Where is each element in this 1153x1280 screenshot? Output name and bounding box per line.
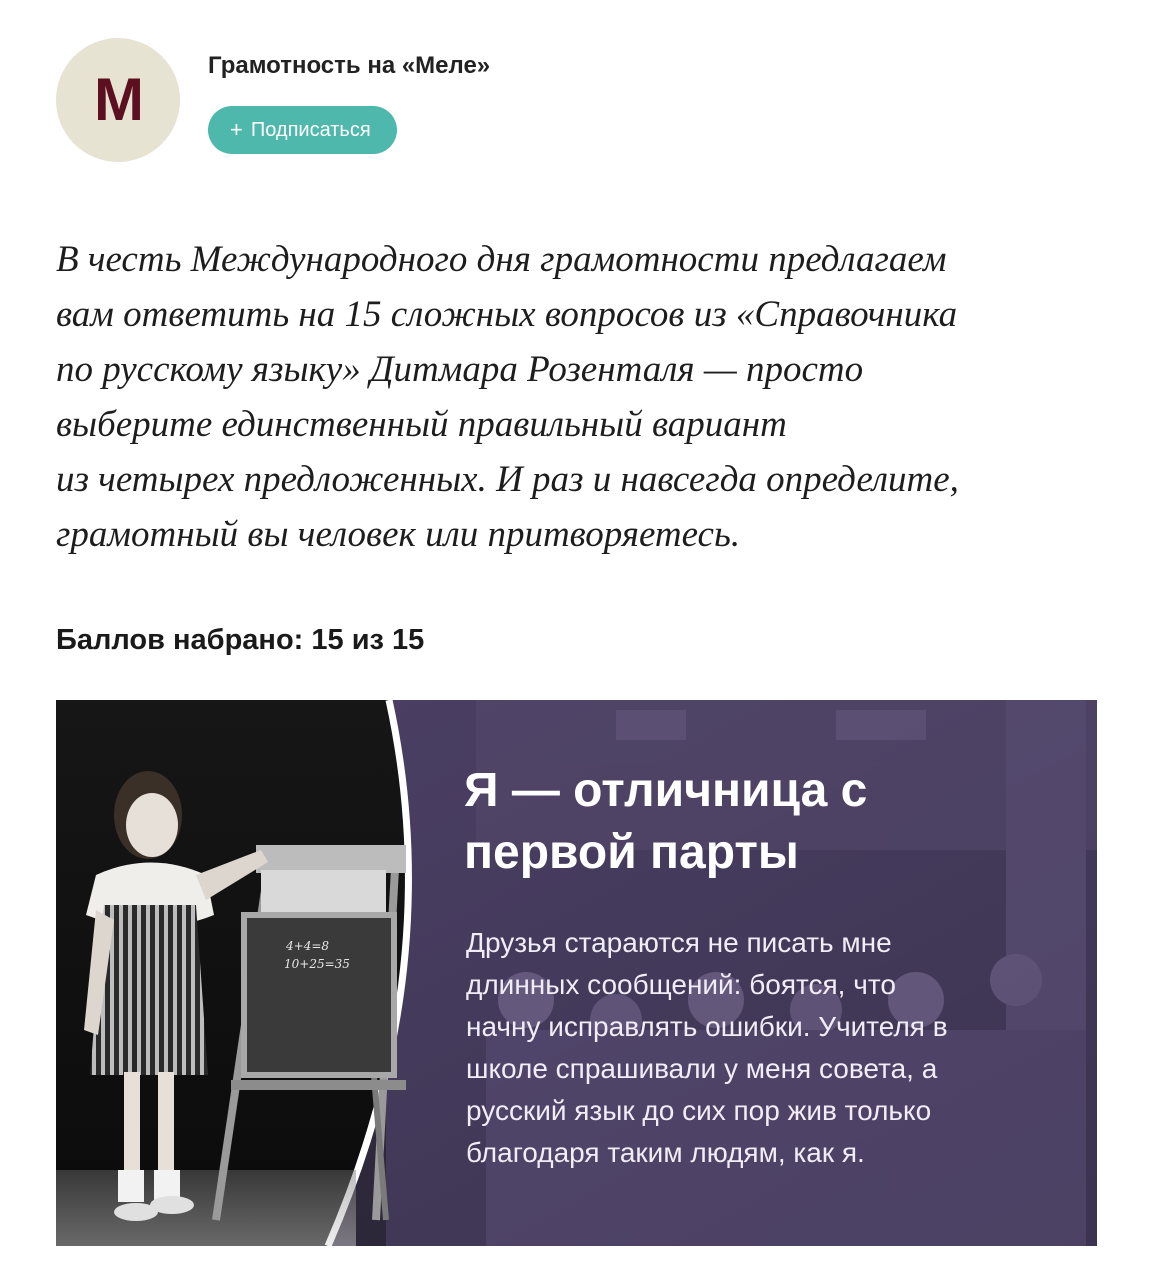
avatar-letter: M — [94, 66, 142, 133]
chalkboard-line-2: 10+25=35 — [284, 957, 350, 971]
score-label: Баллов набрано: 15 из 15 — [56, 624, 425, 656]
intro-paragraph — [56, 232, 1106, 562]
intro-line: грамотный вы человек или притворяетесь. — [56, 514, 741, 555]
result-line: школе спрашивали у меня совета, а — [466, 1053, 938, 1084]
photo-floor — [56, 1170, 356, 1246]
channel-title[interactable]: Грамотность на «Меле» — [208, 52, 491, 79]
result-line: русский язык до сих пор жив только — [466, 1095, 932, 1126]
intro-line: по русскому языку» Дитмара Розенталя — просто — [56, 349, 864, 390]
intro-line: В честь Международного дня грамотности предлагаем — [56, 239, 947, 280]
result-line: благодаря таким людям, как я. — [466, 1137, 865, 1168]
plus-icon: + — [230, 117, 243, 142]
intro-line: из четырех предложенных. И раз и навсегда определите, — [56, 459, 959, 500]
chalkboard-line-1: 4+4=8 — [286, 939, 330, 953]
result-card — [56, 700, 1097, 1246]
result-line: начну исправлять ошибки. Учителя в — [466, 1011, 948, 1042]
result-line: Друзья стараются не писать мне — [466, 927, 892, 958]
intro-line: вам ответить на 15 сложных вопросов из «Справочника — [56, 294, 958, 335]
channel-header — [56, 38, 1096, 168]
result-title-line: первой парты — [464, 826, 799, 879]
result-title-line: Я — отличница с — [464, 764, 868, 817]
channel-avatar[interactable] — [56, 38, 180, 162]
intro-line: выберите единственный правильный вариант — [56, 404, 787, 445]
subscribe-button[interactable] — [208, 106, 397, 154]
subscribe-label: Подписаться — [250, 118, 371, 141]
result-description — [466, 922, 1086, 1174]
result-line: длинных сообщений: боятся, что — [466, 969, 896, 1000]
result-title — [464, 760, 1064, 884]
